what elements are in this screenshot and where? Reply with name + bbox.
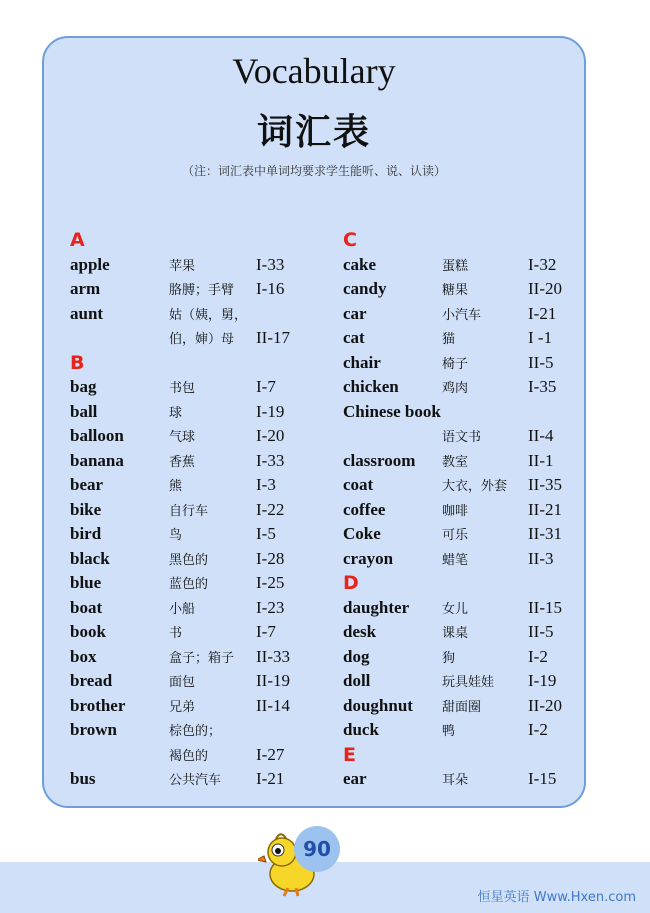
vocab-translation: 棕色的； bbox=[169, 724, 222, 739]
vocab-entry bbox=[70, 767, 310, 792]
section-letter: D bbox=[343, 572, 359, 594]
vocab-translation: 小船 bbox=[169, 601, 196, 617]
vocab-word: doughnut bbox=[343, 695, 413, 715]
vocab-entry bbox=[70, 449, 310, 474]
vocab-entry bbox=[70, 400, 310, 425]
vocab-word: dog bbox=[343, 646, 370, 666]
section-letter-row bbox=[343, 743, 583, 768]
vocab-unit: I-27 bbox=[256, 744, 285, 764]
vocab-entry bbox=[70, 253, 310, 278]
vocab-word: coffee bbox=[343, 499, 386, 519]
vocab-word: bus bbox=[70, 769, 96, 788]
vocab-unit: I-5 bbox=[256, 524, 276, 543]
vocab-unit: II-20 bbox=[528, 279, 562, 298]
vocab-translation: 甜面圈 bbox=[442, 699, 482, 715]
page-note: （注：词汇表中单词均要求学生能听、说、认读） bbox=[181, 164, 446, 178]
vocab-unit: II-31 bbox=[528, 524, 562, 543]
vocab-unit: II-17 bbox=[256, 328, 290, 347]
vocab-word: chicken bbox=[343, 377, 399, 396]
vocab-word: bread bbox=[70, 671, 113, 690]
vocab-translation: 椅子 bbox=[442, 356, 469, 372]
vocab-entry bbox=[70, 669, 310, 694]
vocab-unit: I-16 bbox=[256, 279, 285, 298]
vocab-word: duck bbox=[343, 720, 379, 739]
vocab-entry bbox=[343, 718, 583, 743]
vocab-unit: I-33 bbox=[256, 450, 285, 470]
vocab-translation: 女儿 bbox=[442, 601, 469, 617]
vocab-unit: II-20 bbox=[528, 695, 562, 715]
vocab-entry bbox=[343, 302, 583, 327]
vocab-entry bbox=[343, 645, 583, 670]
vocab-word: blue bbox=[70, 573, 102, 592]
vocab-entry bbox=[70, 743, 310, 768]
vocab-word: box bbox=[70, 646, 97, 666]
vocab-translation: 胳膊；手臂 bbox=[169, 283, 235, 298]
vocab-translation: 熊 bbox=[169, 479, 183, 494]
vocab-word: apple bbox=[70, 254, 110, 274]
vocab-entry bbox=[343, 400, 583, 425]
vocab-entry bbox=[70, 718, 310, 743]
vocab-word: black bbox=[70, 548, 110, 568]
vocab-unit: II-15 bbox=[528, 597, 562, 617]
vocab-translation: 姑（姨，舅， bbox=[169, 307, 248, 323]
vocab-entry bbox=[343, 620, 583, 645]
vocab-entry bbox=[343, 694, 583, 719]
vocab-word: brown bbox=[70, 720, 117, 739]
vocab-translation: 面包 bbox=[169, 675, 196, 690]
vocab-translation: 黑色的 bbox=[169, 552, 209, 568]
vocab-translation: 耳朵 bbox=[442, 773, 469, 788]
vocab-translation: 书包 bbox=[169, 381, 196, 396]
page-title: Vocabulary bbox=[232, 51, 396, 91]
vocab-word: bear bbox=[70, 475, 104, 494]
vocab-translation: 可乐 bbox=[442, 528, 469, 543]
vocab-entry bbox=[70, 473, 310, 498]
vocab-entry bbox=[70, 522, 310, 547]
vocab-translation: 伯，婶）母 bbox=[169, 332, 235, 347]
vocab-translation: 小汽车 bbox=[442, 307, 482, 323]
vocab-translation: 公共汽车 bbox=[169, 773, 222, 788]
vocab-word: crayon bbox=[343, 548, 394, 568]
vocab-translation: 球 bbox=[169, 405, 183, 421]
vocab-translation: 鸭 bbox=[442, 724, 456, 739]
vocab-word: ball bbox=[70, 401, 98, 421]
vocab-entry bbox=[343, 767, 583, 792]
page-title-chinese: 词汇表 bbox=[256, 112, 371, 153]
vocab-translation: 香蕉 bbox=[169, 454, 196, 470]
vocab-translation: 狗 bbox=[442, 650, 456, 666]
vocab-entry bbox=[343, 473, 583, 498]
section-letter: B bbox=[70, 351, 85, 374]
vocab-translation: 猫 bbox=[442, 332, 456, 347]
vocab-unit: I-25 bbox=[256, 573, 285, 592]
vocab-entry bbox=[343, 669, 583, 694]
vocab-word: cake bbox=[343, 254, 377, 274]
vocab-unit: II-35 bbox=[528, 475, 562, 494]
vocab-unit: I-32 bbox=[528, 254, 557, 274]
vocab-unit: I-22 bbox=[256, 499, 285, 519]
vocab-unit: II-14 bbox=[256, 695, 290, 715]
vocab-word: bike bbox=[70, 499, 102, 519]
vocab-entry bbox=[70, 620, 310, 645]
vocab-word: classroom bbox=[343, 450, 416, 470]
section-letter-row bbox=[343, 228, 583, 253]
vocab-unit: II-3 bbox=[528, 548, 554, 568]
vocab-translation: 自行车 bbox=[169, 503, 209, 519]
vocab-word: coat bbox=[343, 475, 374, 494]
vocab-translation: 课桌 bbox=[442, 626, 469, 641]
vocab-translation: 鸡肉 bbox=[442, 381, 469, 396]
vocab-unit: I-35 bbox=[528, 377, 557, 396]
vocab-word: book bbox=[70, 622, 106, 641]
vocab-entry bbox=[343, 277, 583, 302]
vocab-entry bbox=[343, 449, 583, 474]
vocab-unit: II-21 bbox=[528, 499, 562, 519]
vocab-word: Coke bbox=[343, 524, 381, 543]
vocab-unit: II-19 bbox=[256, 671, 290, 690]
vocab-unit: I-23 bbox=[256, 597, 285, 617]
section-letter: A bbox=[70, 229, 85, 251]
page-number-badge bbox=[258, 826, 348, 898]
vocab-word: ear bbox=[343, 769, 367, 788]
vocab-word: car bbox=[343, 303, 367, 323]
vocab-entry bbox=[343, 498, 583, 523]
vocab-translation: 褐色的 bbox=[169, 748, 209, 764]
vocab-unit: I-33 bbox=[256, 254, 285, 274]
vocab-entry bbox=[343, 596, 583, 621]
vocab-entry bbox=[70, 547, 310, 572]
vocab-translation: 教室 bbox=[442, 454, 469, 470]
vocab-translation: 苹果 bbox=[169, 258, 196, 274]
vocab-column-right bbox=[343, 228, 583, 792]
vocab-translation: 玩具娃娃 bbox=[442, 675, 495, 690]
vocab-entry bbox=[70, 645, 310, 670]
vocab-word: boat bbox=[70, 597, 103, 617]
footer-brand: 恒星英语 Www.Hxen.com bbox=[477, 890, 636, 905]
vocab-unit: I-15 bbox=[528, 769, 557, 788]
vocab-translation: 书 bbox=[169, 626, 183, 641]
vocab-translation: 盒子；箱子 bbox=[169, 650, 235, 666]
vocab-entry bbox=[70, 424, 310, 449]
vocab-word: bird bbox=[70, 524, 102, 543]
vocab-unit: II-5 bbox=[528, 622, 554, 641]
vocab-entry bbox=[70, 277, 310, 302]
vocab-entry bbox=[343, 424, 583, 449]
vocab-unit: I-2 bbox=[528, 720, 548, 739]
vocab-entry bbox=[70, 326, 310, 351]
section-letter: E bbox=[343, 743, 356, 766]
vocab-entry bbox=[70, 694, 310, 719]
vocab-word: doll bbox=[343, 671, 371, 690]
vocab-translation: 蓝色的 bbox=[169, 577, 209, 592]
vocab-translation: 大衣，外套 bbox=[442, 479, 508, 494]
vocab-unit: I-19 bbox=[528, 671, 557, 690]
vocab-entry bbox=[70, 498, 310, 523]
vocab-word: chair bbox=[343, 352, 381, 372]
vocab-entry bbox=[70, 571, 310, 596]
vocab-unit: I-2 bbox=[528, 646, 548, 666]
page-number: 90 bbox=[294, 826, 340, 872]
vocab-unit: I-21 bbox=[528, 303, 557, 323]
section-letter-row bbox=[343, 571, 583, 596]
vocab-entry bbox=[343, 253, 583, 278]
vocab-entry bbox=[343, 351, 583, 376]
vocab-translation: 气球 bbox=[169, 430, 196, 445]
vocab-unit: I-7 bbox=[256, 622, 276, 641]
vocab-word: cat bbox=[343, 328, 365, 347]
vocab-translation: 语文书 bbox=[442, 430, 482, 445]
vocab-translation: 蛋糕 bbox=[442, 258, 469, 274]
vocab-word: brother bbox=[70, 695, 126, 715]
vocab-unit: I-20 bbox=[256, 426, 285, 445]
vocab-word: Chinese book bbox=[343, 401, 441, 421]
vocab-unit: II-5 bbox=[528, 352, 554, 372]
vocab-unit: II-33 bbox=[256, 646, 290, 666]
vocab-unit: I-7 bbox=[256, 377, 276, 396]
section-letter: C bbox=[343, 229, 357, 251]
vocab-entry bbox=[70, 302, 310, 327]
vocab-word: arm bbox=[70, 279, 101, 298]
vocab-unit: I-21 bbox=[256, 769, 285, 788]
vocab-unit: I -1 bbox=[528, 328, 553, 347]
vocab-word: candy bbox=[343, 279, 387, 298]
vocab-word: daughter bbox=[343, 597, 410, 617]
vocab-entry bbox=[343, 547, 583, 572]
vocab-translation: 咖啡 bbox=[442, 503, 469, 519]
section-letter-row bbox=[70, 228, 310, 253]
vocab-word: balloon bbox=[70, 426, 124, 445]
vocab-translation: 蜡笔 bbox=[442, 552, 469, 568]
vocab-word: bag bbox=[70, 377, 97, 396]
vocab-unit: I-28 bbox=[256, 548, 285, 568]
vocab-word: aunt bbox=[70, 303, 104, 323]
vocab-unit: II-1 bbox=[528, 450, 554, 470]
vocab-translation: 兄弟 bbox=[169, 699, 196, 715]
vocab-unit: I-19 bbox=[256, 401, 285, 421]
vocab-entry bbox=[343, 375, 583, 400]
vocab-translation: 糖果 bbox=[442, 283, 469, 298]
vocab-translation: 鸟 bbox=[169, 528, 183, 543]
vocab-entry bbox=[343, 522, 583, 547]
vocab-unit: II-4 bbox=[528, 426, 554, 445]
section-letter-row bbox=[70, 351, 310, 376]
vocab-word: banana bbox=[70, 450, 124, 470]
vocab-word: desk bbox=[343, 622, 377, 641]
vocab-entry bbox=[343, 326, 583, 351]
vocab-unit: I-3 bbox=[256, 475, 276, 494]
vocab-column-left bbox=[70, 228, 310, 792]
vocab-entry bbox=[70, 596, 310, 621]
vocab-entry bbox=[70, 375, 310, 400]
